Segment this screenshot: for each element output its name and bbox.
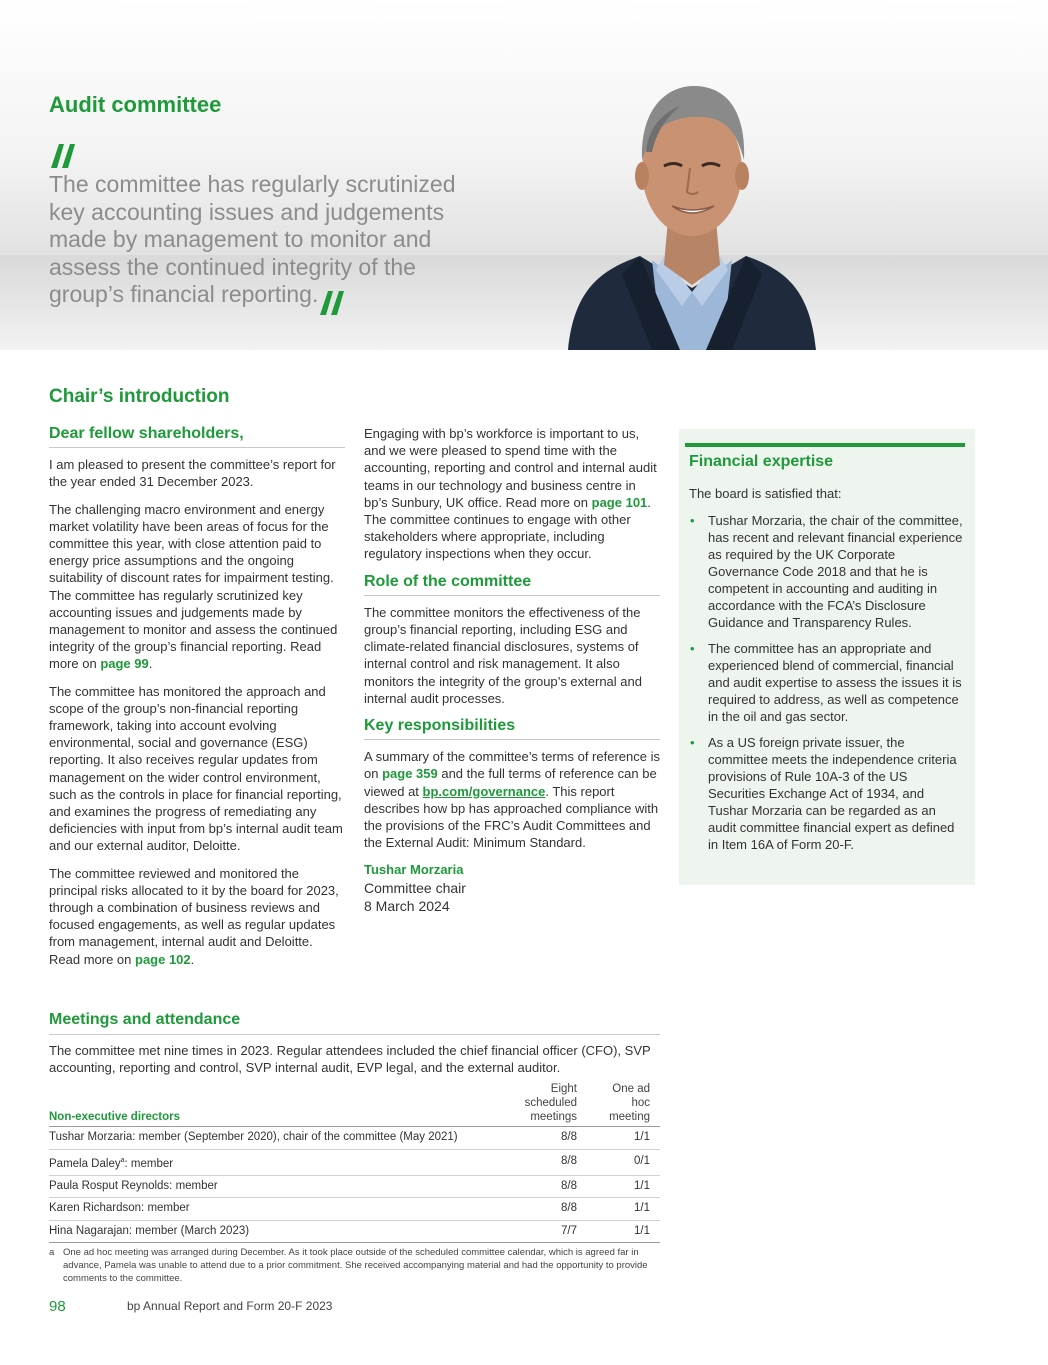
greeting-heading: Dear fellow shareholders, xyxy=(49,425,345,448)
header-directors: Non-executive directors xyxy=(49,1111,181,1123)
scheduled-attendance: 8/8 xyxy=(561,1202,577,1215)
page-number: 98 xyxy=(49,1298,66,1315)
signature-date: 8 March 2024 xyxy=(364,898,450,915)
bullet-icon: • xyxy=(690,735,695,750)
footer-title: bp Annual Report and Form 20-F 2023 xyxy=(127,1299,333,1313)
financial-expertise-panel xyxy=(679,429,975,885)
close-quote-icon xyxy=(316,287,350,317)
adhoc-attendance: 1/1 xyxy=(634,1131,650,1143)
bullet-icon: • xyxy=(690,513,695,528)
footnote-text: One ad hoc meeting was arranged during December. As it took place outside of the scheduled committee calendar, which is agreed far in advance, Pamela was unable to attend due to a prior commitment. She received accompanying material and had the opportunity to provide comments to the committee. xyxy=(63,1247,648,1284)
responsibilities-paragraph: A summary of the committee’s terms of reference is on page 359 and the full terms of reference can be viewed at bp.com/governance. This report describes how bp has approached compliance with the provisions of the FRC’s Audit Committees and the External Audit: Minimum Standard. xyxy=(364,749,660,851)
role-paragraph: The committee monitors the effectiveness of the group’s financial reporting, including ESG and climate-related financial disclosures, systems of internal control and risk management. It also monitors the integrity of the group’s external and internal audit processes. xyxy=(364,604,642,706)
footnote xyxy=(49,1247,659,1285)
page-title: Audit committee xyxy=(49,92,222,117)
meetings-section xyxy=(49,1011,660,1243)
meetings-intro: The committee met nine times in 2023. Regular attendees included the chief financial officer (CFO), SVP accounting, reporting and control, SVP internal audit, EVP legal, and the external auditor. xyxy=(49,1043,651,1075)
pull-quote: The committee has regularly scrutinized key accounting issues and judgements made by management to monitor and assess the continued integrity of the group’s financial reporting. xyxy=(49,171,456,307)
hero-banner xyxy=(0,0,1048,350)
director-name: Hina Nagarajan: member (March 2023) xyxy=(49,1224,250,1237)
column-middle xyxy=(364,425,660,915)
attendance-table xyxy=(49,1082,660,1243)
section-title-chair-intro: Chair’s introduction xyxy=(49,386,230,407)
page-101-link[interactable]: page 101 xyxy=(591,494,648,510)
chair-portrait-image xyxy=(560,60,825,350)
open-quote-icon xyxy=(47,140,81,170)
page-99-link[interactable]: page 99 xyxy=(100,656,149,672)
intro-paragraph-5: Engaging with bp’s workforce is important to us, and we were pleased to spend time with the accounting, reporting and control and internal audit teams in our technology and business centre in bp’s Sunbury, UK office. Read more on page 101. The committee continues to engage with other stakeholders where appropriate, including regulatory inspections when they occur. xyxy=(364,426,657,562)
table-header-row xyxy=(49,1082,660,1127)
footnote-marker: a xyxy=(120,1156,125,1164)
list-item: • Tushar Morzaria, the chair of the committee, has recent and relevant financial experience as required by the UK Corporate Governance Code 2018 and that he is competent in accounting and auditing in accordance with the FCA’s Disclosure Guidance and Transparency Rules. xyxy=(690,513,963,630)
header-scheduled: Eight scheduled meetings xyxy=(524,1083,577,1123)
director-name: Pamela Daley$^a$: member xyxy=(49,1156,174,1170)
scheduled-attendance: 7/7 xyxy=(561,1224,577,1237)
director-name: Karen Richardson: member xyxy=(49,1202,190,1215)
page-102-link[interactable]: page 102 xyxy=(135,951,191,967)
panel-accent-bar xyxy=(685,443,965,447)
expertise-list xyxy=(689,512,965,853)
signer-name: Tushar Morzaria xyxy=(364,862,464,878)
column-left xyxy=(49,425,345,978)
panel-title: Financial expertise xyxy=(689,453,834,470)
signer-role: Committee chair xyxy=(364,880,466,897)
table-row xyxy=(49,1220,660,1243)
director-name: Paula Rosput Reynolds: member xyxy=(49,1179,218,1192)
adhoc-attendance: 1/1 xyxy=(634,1179,650,1192)
governance-url-link[interactable]: bp.com/governance xyxy=(422,783,546,799)
table-row xyxy=(49,1175,660,1198)
scheduled-attendance: 8/8 xyxy=(561,1179,577,1192)
table-row xyxy=(49,1149,660,1175)
director-name: Tushar Morzaria: member (September 2020), chair of the committee (May 2021) xyxy=(49,1131,458,1143)
intro-paragraph-2: The challenging macro environment and energy market volatility have been areas of focus for the committee this year, with close attention paid to energy price assumptions and the ongoing suitability of discount rates for impairment testing. The committee has regularly scrutinized key accounting issues and judgements made by management to monitor and assess the continued integrity of the group’s financial reporting. Read more on page 99. xyxy=(49,501,338,672)
intro-paragraph-3: The committee has monitored the approach and scope of the group’s non-financial reporting framework, taking into account evolving environmental, social and governance (ESG) reporting. It also receives regular updates from management on the wider control environment, such as the controls in place for financial reporting, and examines the progress of remediating any deficiencies with input from bp’s internal audit team and our external auditor, Deloitte. xyxy=(49,683,343,854)
scheduled-attendance: 8/8 xyxy=(561,1131,577,1143)
scheduled-attendance: 8/8 xyxy=(561,1155,577,1168)
bullet-icon: • xyxy=(690,641,695,656)
panel-intro: The board is satisfied that: xyxy=(689,486,842,501)
meetings-heading: Meetings and attendance xyxy=(49,1011,660,1035)
adhoc-attendance: 1/1 xyxy=(634,1224,650,1237)
adhoc-attendance: 1/1 xyxy=(634,1202,650,1215)
table-row xyxy=(49,1127,660,1150)
intro-paragraph-4: The committee reviewed and monitored the principal risks allocated to it by the board for 2023, through a combination of business reviews and focused engagements, as well as regular updates from management, internal audit and Deloitte. Read more on page 102. xyxy=(49,865,339,967)
intro-paragraph-1: I am pleased to present the committee’s report for the year ended 31 December 2023. xyxy=(49,457,336,490)
responsibilities-heading: Key responsibilities xyxy=(364,717,660,740)
role-heading: Role of the committee xyxy=(364,573,660,596)
adhoc-attendance: 0/1 xyxy=(634,1155,650,1168)
footnote-mark: a xyxy=(49,1247,55,1258)
list-item: • As a US foreign private issuer, the committee meets the independence criteria provisions of Rule 10A-3 of the US Securities Exchange Act of 1934, and Tushar Morzaria can be regarded as an audit committee financial expert as defined in Item 16A of Form 20-F. xyxy=(690,735,957,852)
table-row xyxy=(49,1198,660,1221)
signature-block xyxy=(364,861,660,915)
list-item: • The committee has an appropriate and experienced blend of commercial, financial and audit expertise to assess the issues it is required to address, as well as competence in the oil and gas sector. xyxy=(690,641,962,724)
page-359-link[interactable]: page 359 xyxy=(382,766,438,782)
header-adhoc: One ad hoc meeting xyxy=(609,1083,650,1123)
